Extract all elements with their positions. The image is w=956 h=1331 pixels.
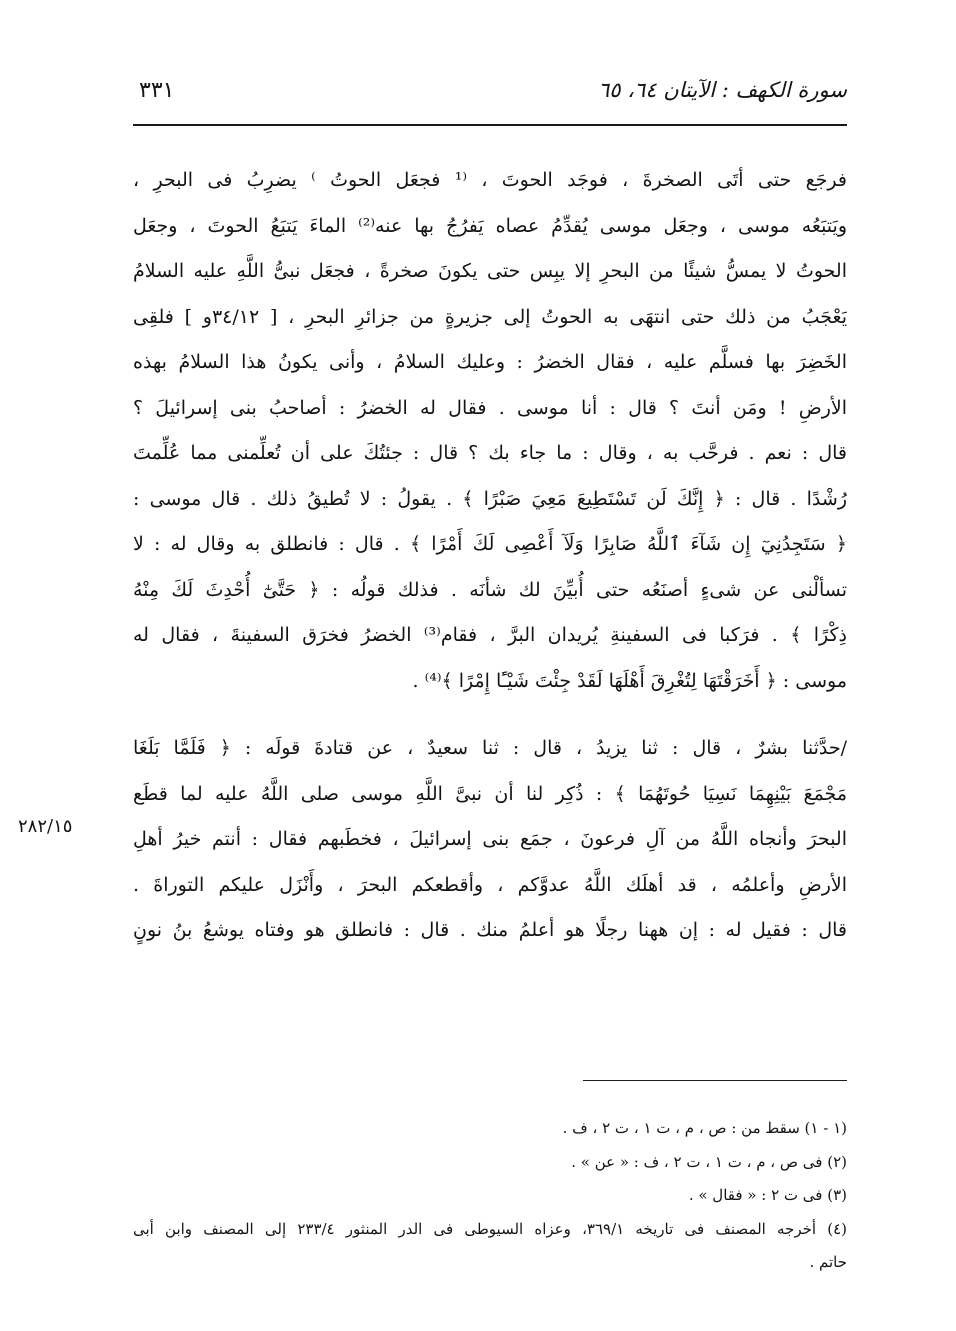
running-header bbox=[133, 72, 847, 122]
header-rule bbox=[133, 124, 847, 126]
margin-reference: ٢٨٢/١٥ bbox=[18, 816, 73, 837]
text-line: موسى : ﴿ أَخَرَقْتَهَا لِتُغْرِقَ أَهْلَهَا لَقَدْ جِئْتَ شَيْـًٔا إِمْرًا ﴾⁽⁴⁾ . bbox=[412, 669, 847, 692]
text-line: يَعْجَبُ من ذلك حتى انتهَى به الحوتُ إلى جزيرةٍ من جزائرِ البحرِ ، [ ٣٤/١٢و ] فلقِى bbox=[133, 305, 847, 328]
text-line: ﴿ سَتَجِدُنِيٓ إِن شَآءَ ٱللَّهُ صَابِرًا وَلَآ أَعْصِى لَكَ أَمْرًا ﴾ . قال : فانطلق به وقال له : لا bbox=[133, 533, 847, 555]
footnote-continuation: حاتم . bbox=[809, 1253, 847, 1271]
footnote-rule bbox=[583, 1080, 847, 1081]
main-text bbox=[133, 158, 847, 954]
text-line: الخَضِرَ بها فسلَّم عليه ، فقال الخضرُ : وعليك السلامُ ، وأنى يكونُ هذا السلامُ بهذه bbox=[133, 351, 847, 373]
footnote: (٤) أخرجه المصنف فى تاريخه ٣٦٩/١، وعزاه السيوطى فى الدر المنثور ٢٣٣/٤ إلى المصنف وابن أبى bbox=[133, 1219, 847, 1238]
text-line: قال : فقيل له : إن ههنا رجلًا هو أعلمُ منك . قال : فانطلق هو وفتاه يوشعُ بنُ نونٍ bbox=[133, 919, 847, 941]
page-number: ٣٣١ bbox=[139, 78, 175, 103]
paragraph-2 bbox=[133, 726, 847, 954]
text-line: الأرضِ وأعلمُه ، قد أهلَك اللَّهُ عدوَّكم ، وأقطعكم البحرَ ، وأَنْزَل عليكم التوراةَ . bbox=[133, 873, 847, 896]
text-line: مَجْمَعَ بَيْنِهِمَا نَسِيَا حُوتَهُمَا ﴾ : ذُكِر لنا أن نبىَّ اللَّهِ موسى صلى اللَّهُ عليه لما قطَع bbox=[133, 782, 847, 805]
footnotes bbox=[133, 1112, 847, 1280]
text-line: قال : نعم . فرحَّب به ، وقال : ما جاء بك ؟ قال : جئتُكَ على أن تُعلِّمنى مما عُلِّمتَ bbox=[133, 442, 847, 464]
footnote: (٢) فى ص ، م ، ت ١ ، ت ٢ ، ف : « عن » . bbox=[571, 1152, 847, 1171]
paragraph-1 bbox=[133, 158, 847, 704]
text-line: رُشْدًا . قال : ﴿ إِنَّكَ لَن تَسْتَطِيعَ مَعِيَ صَبْرًا ﴾ . يقولُ : لا تُطيقُ ذلك . قال موسى : bbox=[133, 487, 847, 510]
text-line: الأرضِ ! ومَن أنتَ ؟ قال : أنا موسى . فقال له الخضرُ : أصاحبُ بنى إسرائيلَ ؟ bbox=[133, 396, 847, 419]
footnote: (٣) فى ت ٢ : « فقال » . bbox=[688, 1186, 847, 1204]
text-line: ذِكْرًا ﴾ . فرَكبا فى السفينةِ يُريدان البرَّ ، فقام⁽³⁾ الخضرُ فخرَق السفينةَ ، فقال له bbox=[133, 624, 847, 646]
text-line: البحرَ وأنجاه اللَّهُ من آلِ فرعونَ ، جمَع بنى إسرائيلَ ، فخطَبهم فقال : أنتم خيرُ أهلِ bbox=[133, 828, 847, 850]
text-line: تسألْنى عن شىءٍ أصنَعُه حتى أُبيِّنَ لك شأنَه . فذلك قولُه : ﴿ حَتَّىٰٓ أُحْدِثَ لَكَ مِنْهُ bbox=[133, 578, 847, 601]
text-line: فرجَع حتى أتَى الصخرةَ ، فوجَد الحوتَ ، ⁽¹ فجعَل الحوتُ ⁾ يضرِبُ فى البحرِ ، bbox=[133, 169, 847, 191]
footnote: (١ - ١) سقط من : ص ، م ، ت ١ ، ت ٢ ، ف . bbox=[562, 1119, 847, 1137]
text-line: ويَتبَعُه موسى ، وجعَل موسى يُقدِّمُ عصاه يَفرُجُ بها عنه⁽²⁾ الماءَ يَتبَعُ الحوتَ ، وجعَل bbox=[133, 214, 847, 237]
text-line: /حدَّثنا بشرٌ ، قال : ثنا يزيدُ ، قال : ثنا سعيدٌ ، عن قتادةَ قولَه : ﴿ فَلَمَّا بَلَغَا bbox=[133, 737, 847, 759]
text-line: الحوتُ لا يمسُّ شيئًا من البحرِ إلا يبِس حتى يكونَ صخرةً ، فجعَل نبىُّ اللَّهِ عليه السلامُ bbox=[133, 260, 847, 282]
chapter-title: سورة الكهف : الآيتان ٦٤، ٦٥ bbox=[597, 78, 847, 102]
paragraph-gap bbox=[133, 704, 847, 726]
